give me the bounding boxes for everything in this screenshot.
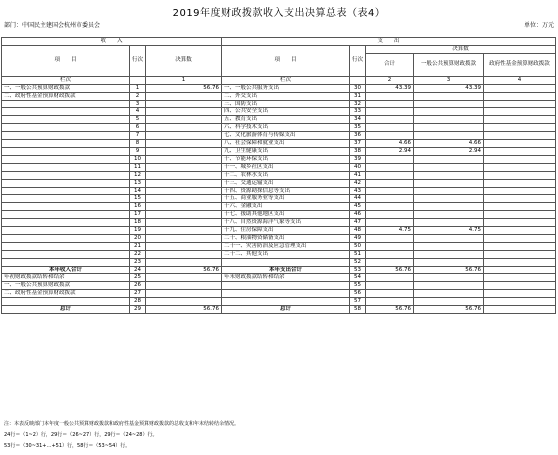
expense-total-cell xyxy=(366,195,414,203)
expense-item-cell: 四、公共安全支出 xyxy=(222,108,350,116)
income-rowno-cell: 29 xyxy=(130,306,146,314)
expense-item-cell: 二、外交支出 xyxy=(222,92,350,100)
expense-general-cell xyxy=(414,203,484,211)
income-item-cell xyxy=(2,124,130,132)
expense-fund-cell xyxy=(484,163,556,171)
expense-total-cell xyxy=(366,274,414,282)
income-item-cell xyxy=(2,100,130,108)
expense-item-cell: 十一、城乡社区支出 xyxy=(222,163,350,171)
expense-total-cell xyxy=(366,171,414,179)
income-rowno-cell: 24 xyxy=(130,266,146,274)
expense-total-cell xyxy=(366,290,414,298)
expense-rowno-cell: 36 xyxy=(350,132,366,140)
expense-fund-cell xyxy=(484,187,556,195)
expense-total-cell xyxy=(366,282,414,290)
expense-fund-cell xyxy=(484,234,556,242)
expense-general-cell xyxy=(414,274,484,282)
table-row xyxy=(2,100,556,108)
expense-item-cell: 五、教育支出 xyxy=(222,116,350,124)
income-item-cell: 本年收入合计 xyxy=(2,266,130,274)
income-rowno-cell: 28 xyxy=(130,298,146,306)
expense-item-cell: 十四、资源勘探信息等支出 xyxy=(222,187,350,195)
expense-rowno-cell: 52 xyxy=(350,258,366,266)
expense-item-cell: 十六、金融支出 xyxy=(222,203,350,211)
income-value-cell xyxy=(146,155,222,163)
table-row xyxy=(2,298,556,306)
expense-fund-cell xyxy=(484,84,556,92)
expense-total-cell xyxy=(366,179,414,187)
expense-item-cell: 三、国防支出 xyxy=(222,100,350,108)
income-rowno-cell: 9 xyxy=(130,147,146,155)
expense-item-cell: 十五、商业服务业等支出 xyxy=(222,195,350,203)
expense-fund-cell xyxy=(484,116,556,124)
expense-general-cell xyxy=(414,163,484,171)
income-value-cell: 56.76 xyxy=(146,306,222,314)
expense-general-cell xyxy=(414,92,484,100)
expense-rowno-cell: 48 xyxy=(350,227,366,235)
income-item-cell: 二、政府性基金预算财政拨款 xyxy=(2,92,130,100)
income-item-cell xyxy=(2,211,130,219)
income-item-cell xyxy=(2,250,130,258)
expense-fund-cell xyxy=(484,108,556,116)
expense-item-cell: 本年支出合计 xyxy=(222,266,350,274)
expense-fund-cell xyxy=(484,219,556,227)
income-header: 收 入 xyxy=(2,38,222,46)
expense-general-cell: 43.39 xyxy=(414,84,484,92)
expense-item-cell: 十三、交通运输支出 xyxy=(222,179,350,187)
income-value-cell xyxy=(146,147,222,155)
expense-total-cell xyxy=(366,258,414,266)
expense-item-header: 项 目 xyxy=(222,45,350,76)
income-value-cell xyxy=(146,140,222,148)
expense-rowno-cell: 34 xyxy=(350,116,366,124)
income-value-cell xyxy=(146,124,222,132)
col-index-3: 3 xyxy=(414,76,484,84)
table-row xyxy=(2,242,556,250)
income-value-cell xyxy=(146,274,222,282)
income-value-cell xyxy=(146,179,222,187)
table-row xyxy=(2,258,556,266)
expense-item-cell xyxy=(222,290,350,298)
expense-total-cell xyxy=(366,250,414,258)
table-row xyxy=(2,116,556,124)
income-value-cell xyxy=(146,116,222,124)
expense-total-cell xyxy=(366,132,414,140)
expense-fund-cell xyxy=(484,140,556,148)
expense-general-cell xyxy=(414,132,484,140)
income-item-cell: 二、政府性基金预算财政拨款 xyxy=(2,290,130,298)
expense-rowno-cell: 39 xyxy=(350,155,366,163)
expense-total-cell xyxy=(366,100,414,108)
expense-general-cell xyxy=(414,242,484,250)
income-item-cell xyxy=(2,179,130,187)
expense-rowno-cell: 31 xyxy=(350,92,366,100)
note-line-1: 注：本表反映部门本年度一般公共预算财政拨款和政府性基金预算财政拨款的总收支和年末结转结余情况。 xyxy=(4,421,240,427)
income-item-cell xyxy=(2,163,130,171)
expense-general-cell xyxy=(414,234,484,242)
income-item-cell xyxy=(2,227,130,235)
expense-rowno-cell: 57 xyxy=(350,298,366,306)
expense-rowno-cell: 53 xyxy=(350,266,366,274)
expense-fund-cell xyxy=(484,195,556,203)
expense-fund-cell xyxy=(484,211,556,219)
expense-fund-cell xyxy=(484,258,556,266)
income-rowno-cell: 6 xyxy=(130,124,146,132)
table-row xyxy=(2,250,556,258)
expense-final-header: 决算数 xyxy=(366,45,556,53)
fund-budget-header: 政府性基金预算财政拨款 xyxy=(484,53,556,76)
income-item-cell: 年初财政拨款结转和结余 xyxy=(2,274,130,282)
expense-rowno-cell: 45 xyxy=(350,203,366,211)
expense-rowno-cell: 43 xyxy=(350,187,366,195)
income-value-cell xyxy=(146,203,222,211)
expense-general-cell: 4.75 xyxy=(414,227,484,235)
expense-rowno-cell: 37 xyxy=(350,140,366,148)
note-line-3: 53行＝（30~31+…+51）行，58行＝（53~54）行。 xyxy=(4,443,131,449)
expense-fund-cell xyxy=(484,100,556,108)
expense-total-cell xyxy=(366,211,414,219)
expense-rowno-cell: 44 xyxy=(350,195,366,203)
income-rowno-cell: 27 xyxy=(130,290,146,298)
income-item-cell xyxy=(2,203,130,211)
table-row xyxy=(2,124,556,132)
income-value-cell xyxy=(146,187,222,195)
income-rowno-cell: 20 xyxy=(130,234,146,242)
table-row xyxy=(2,155,556,163)
income-rowno-cell: 11 xyxy=(130,163,146,171)
expense-item-cell: 七、文化旅游体育与传媒支出 xyxy=(222,132,350,140)
table-row xyxy=(2,211,556,219)
expense-fund-cell xyxy=(484,306,556,314)
header-row-2 xyxy=(2,45,556,53)
expense-general-cell xyxy=(414,298,484,306)
income-item-cell xyxy=(2,132,130,140)
note-line-2: 24行＝（1~2）行，29行＝（26~27）行，29行＝（24~28）行。 xyxy=(4,432,158,438)
table-row xyxy=(2,187,556,195)
table-row xyxy=(2,306,556,314)
expense-total-cell xyxy=(366,108,414,116)
table-row xyxy=(2,140,556,148)
expense-general-cell xyxy=(414,282,484,290)
income-rowno-cell: 12 xyxy=(130,171,146,179)
income-item-cell xyxy=(2,187,130,195)
table-row xyxy=(2,219,556,227)
header-row-1 xyxy=(2,38,556,46)
income-value-cell xyxy=(146,234,222,242)
expense-item-cell: 二十二、其他支出 xyxy=(222,250,350,258)
expense-general-cell xyxy=(414,124,484,132)
expense-total-cell xyxy=(366,187,414,195)
expense-bar-label: 栏次 xyxy=(222,76,350,84)
expense-item-cell: 一、一般公共服务支出 xyxy=(222,84,350,92)
income-item-cell: 一、一般公共预算财政拨款 xyxy=(2,84,130,92)
expense-rowno-cell: 50 xyxy=(350,242,366,250)
expense-total-cell: 4.66 xyxy=(366,140,414,148)
expense-item-cell: 年末财政拨款结转和结余 xyxy=(222,274,350,282)
expense-general-cell: 2.94 xyxy=(414,147,484,155)
income-rowno-cell: 16 xyxy=(130,203,146,211)
expense-item-cell xyxy=(222,298,350,306)
expense-rowno-cell: 42 xyxy=(350,179,366,187)
total-header: 合计 xyxy=(366,53,414,76)
income-value-cell xyxy=(146,163,222,171)
expense-total-cell: 2.94 xyxy=(366,147,414,155)
expense-item-cell: 十八、自然资源海洋气象等支出 xyxy=(222,219,350,227)
income-item-cell xyxy=(2,140,130,148)
expense-total-cell xyxy=(366,234,414,242)
income-item-cell xyxy=(2,234,130,242)
expense-rowno-cell: 32 xyxy=(350,100,366,108)
income-rowno-cell: 21 xyxy=(130,242,146,250)
unit-label: 单位：万元 xyxy=(523,22,554,29)
expense-fund-cell xyxy=(484,298,556,306)
expense-general-cell xyxy=(414,108,484,116)
expense-general-cell xyxy=(414,155,484,163)
table-row xyxy=(2,108,556,116)
expense-fund-cell xyxy=(484,242,556,250)
expense-total-cell: 43.39 xyxy=(366,84,414,92)
expense-fund-cell xyxy=(484,250,556,258)
expense-item-cell: 二十、粮油物资储备支出 xyxy=(222,234,350,242)
income-value-cell xyxy=(146,290,222,298)
expense-fund-cell xyxy=(484,266,556,274)
income-item-cell xyxy=(2,171,130,179)
income-item-cell xyxy=(2,242,130,250)
expense-item-cell: 九、卫生健康支出 xyxy=(222,147,350,155)
col-index-4: 4 xyxy=(484,76,556,84)
expense-total-cell xyxy=(366,116,414,124)
expense-fund-cell xyxy=(484,290,556,298)
col-index-2: 2 xyxy=(366,76,414,84)
income-rowno-cell: 18 xyxy=(130,219,146,227)
expense-rowno-cell: 38 xyxy=(350,147,366,155)
income-rowno-cell: 15 xyxy=(130,195,146,203)
table-row xyxy=(2,132,556,140)
income-item-cell: 总计 xyxy=(2,306,130,314)
expense-item-cell: 二十一、灾害防治及应急管理支出 xyxy=(222,242,350,250)
income-rowno-cell: 25 xyxy=(130,274,146,282)
income-final-header: 决算数 xyxy=(146,45,222,76)
expense-rowno-cell: 51 xyxy=(350,250,366,258)
expense-fund-cell xyxy=(484,282,556,290)
income-value-cell xyxy=(146,108,222,116)
income-value-cell xyxy=(146,298,222,306)
income-rowno-header: 行次 xyxy=(130,45,146,76)
table-row xyxy=(2,234,556,242)
income-item-header: 项 目 xyxy=(2,45,130,76)
income-value-cell: 56.76 xyxy=(146,84,222,92)
income-value-cell xyxy=(146,258,222,266)
expense-fund-cell xyxy=(484,171,556,179)
expense-rowno-cell: 40 xyxy=(350,163,366,171)
income-item-cell xyxy=(2,147,130,155)
income-rowno-cell: 19 xyxy=(130,227,146,235)
expense-general-cell xyxy=(414,211,484,219)
expense-total-cell xyxy=(366,155,414,163)
expense-rowno-header: 行次 xyxy=(350,45,366,76)
income-item-cell xyxy=(2,108,130,116)
expense-total-cell xyxy=(366,163,414,171)
income-value-cell xyxy=(146,92,222,100)
expense-fund-cell xyxy=(484,227,556,235)
table-row xyxy=(2,171,556,179)
expense-general-cell xyxy=(414,187,484,195)
income-item-cell xyxy=(2,219,130,227)
expense-header: 支 出 xyxy=(222,38,556,46)
expense-fund-cell xyxy=(484,92,556,100)
income-value-cell xyxy=(146,227,222,235)
expense-total-cell: 4.75 xyxy=(366,227,414,235)
expense-rowno-cell: 47 xyxy=(350,219,366,227)
income-value-cell xyxy=(146,211,222,219)
income-value-cell xyxy=(146,282,222,290)
expense-rowno-cell: 41 xyxy=(350,171,366,179)
income-bar-label: 栏次 xyxy=(2,76,130,84)
expense-total-cell: 56.76 xyxy=(366,266,414,274)
expense-general-cell xyxy=(414,219,484,227)
income-rowno-cell: 7 xyxy=(130,132,146,140)
income-item-cell: 一、一般公共预算财政拨款 xyxy=(2,282,130,290)
expense-item-cell: 十七、援助其他地区支出 xyxy=(222,211,350,219)
expense-general-cell xyxy=(414,195,484,203)
report-title: 2019年度财政拨款收入支出决算总表（表4） xyxy=(172,8,386,19)
income-rowno-cell: 2 xyxy=(130,92,146,100)
department-label: 部门：中国民主建国会杭州市委员会 xyxy=(4,22,101,29)
expense-total-cell xyxy=(366,242,414,250)
col-index-1: 1 xyxy=(146,76,222,84)
income-value-cell: 56.76 xyxy=(146,266,222,274)
expense-rowno-cell: 49 xyxy=(350,234,366,242)
income-rowno-cell: 3 xyxy=(130,100,146,108)
income-value-cell xyxy=(146,219,222,227)
income-value-cell xyxy=(146,242,222,250)
expense-general-cell xyxy=(414,250,484,258)
budget-table xyxy=(1,37,556,314)
expense-item-cell: 十、节能环保支出 xyxy=(222,155,350,163)
income-item-cell xyxy=(2,298,130,306)
expense-fund-cell xyxy=(484,179,556,187)
income-rowno-cell: 4 xyxy=(130,108,146,116)
table-row xyxy=(2,195,556,203)
expense-general-cell: 56.76 xyxy=(414,306,484,314)
income-rowno-cell: 5 xyxy=(130,116,146,124)
expense-item-cell: 十二、农林水支出 xyxy=(222,171,350,179)
income-rowno-cell: 1 xyxy=(130,84,146,92)
income-rowno-cell: 26 xyxy=(130,282,146,290)
income-value-cell xyxy=(146,250,222,258)
expense-general-cell xyxy=(414,258,484,266)
expense-item-cell: 总计 xyxy=(222,306,350,314)
income-rowno-cell: 23 xyxy=(130,258,146,266)
table-row xyxy=(2,203,556,211)
expense-rowno-cell: 33 xyxy=(350,108,366,116)
expense-general-cell xyxy=(414,100,484,108)
income-rowno-cell: 17 xyxy=(130,211,146,219)
income-rowno-cell: 10 xyxy=(130,155,146,163)
income-item-cell xyxy=(2,258,130,266)
expense-general-cell xyxy=(414,290,484,298)
table-row xyxy=(2,274,556,282)
general-budget-header: 一般公共预算财政拨款 xyxy=(414,53,484,76)
table-row xyxy=(2,227,556,235)
income-value-cell xyxy=(146,100,222,108)
expense-general-cell: 56.76 xyxy=(414,266,484,274)
expense-fund-cell xyxy=(484,155,556,163)
expense-rowno-cell: 46 xyxy=(350,211,366,219)
expense-item-cell xyxy=(222,258,350,266)
table-row xyxy=(2,163,556,171)
expense-item-cell xyxy=(222,282,350,290)
expense-item-cell: 六、科学技术支出 xyxy=(222,124,350,132)
expense-fund-cell xyxy=(484,274,556,282)
expense-fund-cell xyxy=(484,203,556,211)
table-row xyxy=(2,84,556,92)
income-rowno-cell: 8 xyxy=(130,140,146,148)
income-value-cell xyxy=(146,195,222,203)
expense-general-cell xyxy=(414,171,484,179)
expense-general-cell xyxy=(414,179,484,187)
expense-total-cell xyxy=(366,203,414,211)
income-item-cell xyxy=(2,195,130,203)
expense-total-cell: 56.76 xyxy=(366,306,414,314)
expense-item-cell: 八、社会保障和就业支出 xyxy=(222,140,350,148)
expense-rowno-cell: 56 xyxy=(350,290,366,298)
income-value-cell xyxy=(146,171,222,179)
table-row xyxy=(2,282,556,290)
column-index-row xyxy=(2,76,556,84)
expense-rowno-cell: 54 xyxy=(350,274,366,282)
expense-item-cell: 十九、住房保障支出 xyxy=(222,227,350,235)
expense-fund-cell xyxy=(484,124,556,132)
income-item-cell xyxy=(2,116,130,124)
expense-rowno-cell: 35 xyxy=(350,124,366,132)
table-row xyxy=(2,290,556,298)
expense-fund-cell xyxy=(484,147,556,155)
expense-total-cell xyxy=(366,298,414,306)
expense-rowno-cell: 55 xyxy=(350,282,366,290)
table-row xyxy=(2,147,556,155)
expense-fund-cell xyxy=(484,132,556,140)
expense-total-cell xyxy=(366,92,414,100)
income-value-cell xyxy=(146,132,222,140)
income-rowno-cell: 14 xyxy=(130,187,146,195)
table-row xyxy=(2,179,556,187)
income-rowno-cell: 13 xyxy=(130,179,146,187)
expense-general-cell: 4.66 xyxy=(414,140,484,148)
table-row xyxy=(2,266,556,274)
expense-total-cell xyxy=(366,219,414,227)
expense-rowno-cell: 58 xyxy=(350,306,366,314)
income-rowno-cell: 22 xyxy=(130,250,146,258)
expense-total-cell xyxy=(366,124,414,132)
income-item-cell xyxy=(2,155,130,163)
expense-rowno-cell: 30 xyxy=(350,84,366,92)
expense-general-cell xyxy=(414,116,484,124)
table-row xyxy=(2,92,556,100)
